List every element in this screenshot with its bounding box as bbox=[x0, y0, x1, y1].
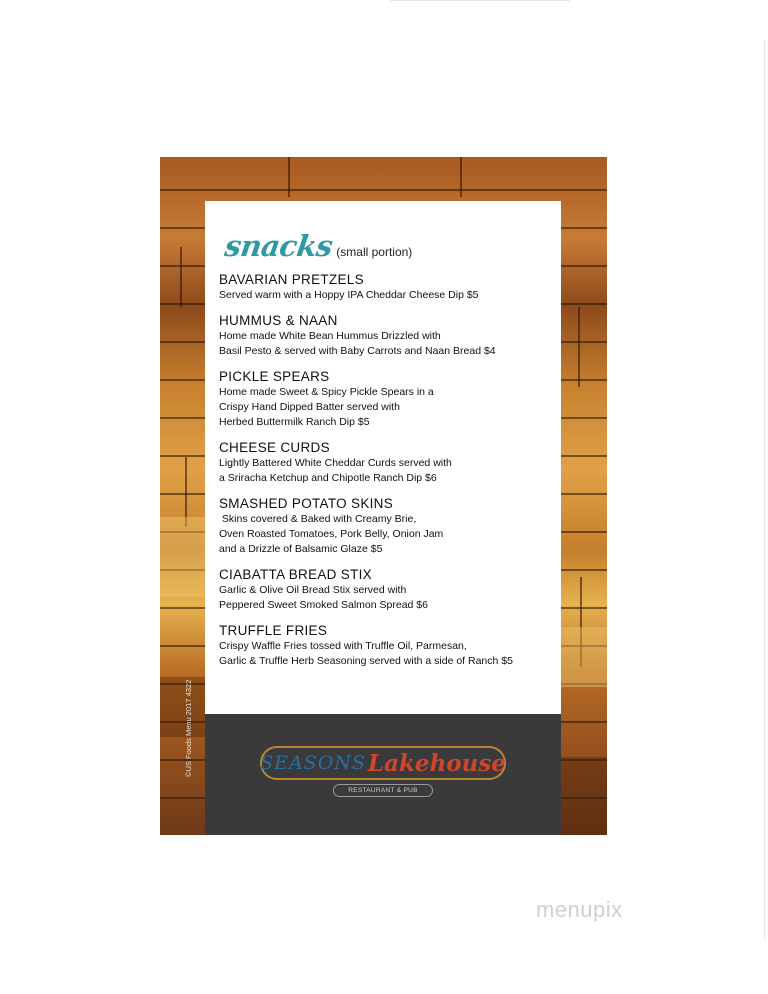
menu-item-name: PICKLE SPEARS bbox=[219, 369, 330, 384]
plank-dark bbox=[160, 677, 205, 737]
menu-item-description: a Sriracha Ketchup and Chipotle Ranch Dip $6 bbox=[219, 472, 437, 484]
menu-item bbox=[219, 271, 561, 303]
section-note: (small portion) bbox=[336, 245, 413, 259]
plank-dark bbox=[561, 757, 607, 835]
menu-card bbox=[160, 157, 607, 835]
logo-word-seasons: SEASONS bbox=[260, 752, 366, 774]
menu-item-description: Peppered Sweet Smoked Salmon Spread $6 bbox=[219, 599, 428, 611]
scan-line-right bbox=[764, 40, 765, 940]
section-heading bbox=[219, 229, 561, 263]
menu-item bbox=[219, 495, 561, 557]
menu-item-description: Skins covered & Baked with Creamy Brie, bbox=[219, 513, 417, 525]
plank-seam bbox=[578, 307, 580, 387]
menu-item bbox=[219, 368, 561, 430]
side-credit: ©US Foods Menu 2017 4322 bbox=[184, 679, 193, 777]
menu-item-description: Crispy Hand Dipped Batter served with bbox=[219, 401, 400, 413]
section-title: snacks bbox=[222, 229, 335, 263]
scan-line-top bbox=[390, 0, 570, 1]
menu-item bbox=[219, 622, 561, 669]
menu-item-description: and a Drizzle of Balsamic Glaze $5 bbox=[219, 543, 383, 555]
menu-item-description: Garlic & Truffle Herb Seasoning served with a side of Ranch $5 bbox=[219, 655, 513, 667]
menu-item-list bbox=[219, 271, 561, 669]
menu-item-description: Home made White Bean Hummus Drizzled with bbox=[219, 330, 441, 342]
menu-item-name: HUMMUS & NAAN bbox=[219, 313, 338, 328]
menu-paper bbox=[205, 201, 561, 714]
watermark: menupix bbox=[536, 897, 623, 922]
menu-item bbox=[219, 312, 561, 359]
restaurant-logo bbox=[260, 746, 506, 780]
menu-item-name: CIABATTA BREAD STIX bbox=[219, 567, 372, 582]
plank-seam bbox=[180, 247, 182, 307]
menu-item-description: Basil Pesto & served with Baby Carrots and Naan Bread $4 bbox=[219, 345, 496, 357]
menu-item-name: SMASHED POTATO SKINS bbox=[219, 496, 394, 511]
menu-item-description: Lightly Battered White Cheddar Curds served with bbox=[219, 457, 452, 469]
menu-item bbox=[219, 566, 561, 613]
menu-item-description: Crispy Waffle Fries tossed with Truffle Oil, Parmesan, bbox=[219, 640, 467, 652]
plank-seam bbox=[288, 157, 290, 197]
menu-item-description: Oven Roasted Tomatoes, Pork Belly, Onion Jam bbox=[219, 528, 444, 540]
plank-seam bbox=[460, 157, 462, 197]
menu-item-description: Garlic & Olive Oil Bread Stix served with bbox=[219, 584, 407, 596]
logo-word-lakehouse: Lakehouse bbox=[367, 749, 506, 777]
menu-item-description: Herbed Buttermilk Ranch Dip $5 bbox=[219, 416, 370, 428]
plank-light bbox=[160, 517, 205, 597]
menu-item bbox=[219, 439, 561, 486]
menu-item-name: TRUFFLE FRIES bbox=[219, 623, 328, 638]
logo-tagline: RESTAURANT & PUB bbox=[333, 784, 433, 797]
menu-item-description: Home made Sweet & Spicy Pickle Spears in a bbox=[219, 386, 434, 398]
menu-item-name: BAVARIAN PRETZELS bbox=[219, 272, 364, 287]
logo-panel bbox=[205, 714, 561, 835]
menu-item-description: Served warm with a Hoppy IPA Cheddar Cheese Dip $5 bbox=[219, 289, 479, 301]
menu-item-name: CHEESE CURDS bbox=[219, 440, 330, 455]
plank-light bbox=[561, 627, 607, 687]
